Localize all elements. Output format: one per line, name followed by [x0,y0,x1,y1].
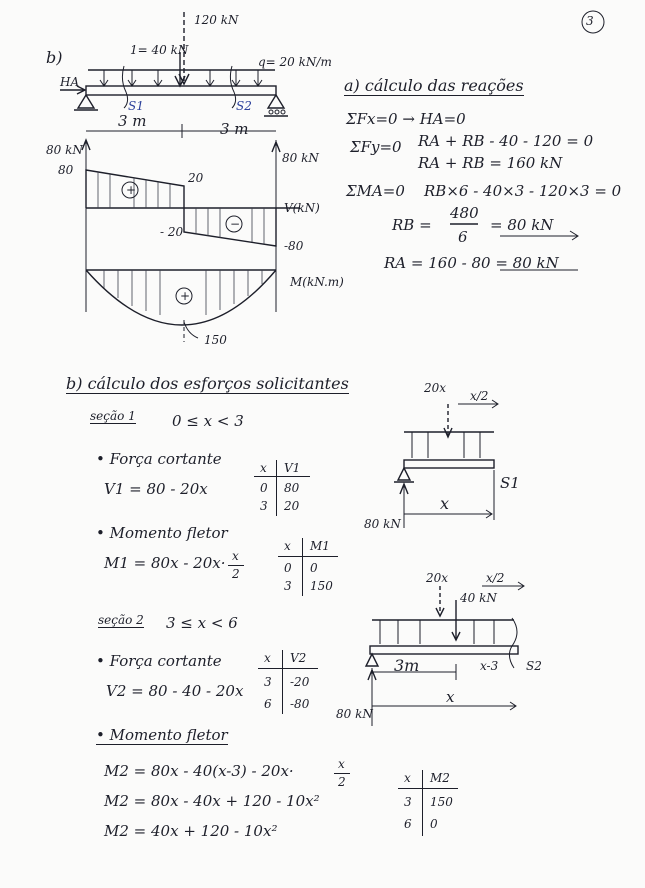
m2-r1c1: 3 [404,795,412,809]
eq-sumfx: ΣFx=0 → HA=0 [346,110,466,128]
efforts-title: b) cálculo dos esforços solicitantes [66,374,349,393]
m1-frac-d: 2 [232,567,240,581]
fbd1-x: x [440,494,450,513]
v2-r2c2: -80 [290,697,310,711]
fbd2-s: S2 [526,659,542,673]
m2-r1c2: 150 [430,795,453,809]
eq-summa-label: ΣMA=0 [346,182,405,200]
moment-label: M(kN.m) [290,275,344,289]
moment-plus: + [180,289,191,303]
m2-r2c2: 0 [430,817,438,831]
v1-r2c1: 3 [260,499,268,513]
m2-eq2: M2 = 80x - 40x + 120 - 10x² [104,792,320,810]
label-q: q= 20 kN/m [258,55,332,69]
shear-80: 80 [58,163,74,177]
m1-r1c1: 0 [284,561,292,575]
fbd1-q: 20x [424,381,447,395]
v1-r2c2: 20 [284,499,300,513]
v1-table-h1: x [260,461,267,475]
beam-body [86,86,276,95]
fbd2-ra: 80 kN [336,707,373,721]
v2-table-h2: V2 [290,651,307,665]
fbd2-span: 3m [394,656,420,675]
label-ra: 80 kN [46,143,83,157]
shear-20: 20 [188,171,204,185]
part-b-label: b) [46,48,63,67]
sec2-title: seção 2 [98,613,144,627]
page-number: 3 [586,14,594,28]
fbd1-half: x/2 [470,389,489,403]
ra-result: RA = 160 - 80 = 80 kN [384,254,559,272]
rb-lhs: RB = [392,216,432,234]
label-40kn: 1= 40 kN [130,43,189,57]
m2-eq1: M2 = 80x - 40(x-3) - 20x· [104,762,294,780]
eq-sumfy: RA + RB - 40 - 120 = 0 [418,132,594,150]
support-a [78,95,94,108]
section-cut-s1 [122,66,127,108]
shear1-title: • Força cortante [96,450,222,468]
shear-m80: -80 [284,239,304,253]
m1-r1c2: 0 [310,561,318,575]
sec1-title: seção 1 [90,409,136,423]
m1-r2c1: 3 [284,579,292,593]
eq-ra-rb: RA + RB = 160 kN [418,154,563,172]
fbd1-ra: 80 kN [364,517,401,531]
label-ha: HA [60,75,80,89]
shear-minus: − [230,217,241,231]
v2-r2c1: 6 [264,697,272,711]
shear-m20: - 20 [160,225,184,239]
eq-sumfy-label: ΣFy=0 [350,138,402,156]
v1-r1c1: 0 [260,481,268,495]
m2-frac-n: x [338,757,345,771]
m1-frac-n: x [232,549,239,563]
m2-table-h1: x [404,771,411,785]
m2-eq3: M2 = 40x + 120 - 10x² [104,822,278,840]
section-cut-s2 [230,66,235,108]
shear-label: V(kN) [284,201,320,215]
m1-table-h2: M1 [310,539,330,553]
v1-eq: V1 = 80 - 20x [104,480,208,498]
sec1-range: 0 ≤ x < 3 [172,412,244,430]
shear2-title: • Força cortante [96,652,222,670]
label-s1: S1 [128,99,144,113]
rb-result: = 80 kN [490,216,554,234]
fbd2 [366,582,524,726]
label-span2: 3 m [220,120,249,138]
v1-r1c2: 80 [284,481,300,495]
label-120kn: 120 kN [194,13,239,27]
v2-r1c1: 3 [264,675,272,689]
rb-den: 6 [458,228,468,246]
label-rb: 80 kN [282,151,319,165]
moment-max: 150 [204,333,227,347]
fbd2-q: 20x [426,571,449,585]
reactions-title: a) cálculo das reações [344,76,524,95]
fbd2-p: 40 kN [460,591,497,605]
v2-r1c2: -20 [290,675,310,689]
label-span1: 3 m [118,112,147,130]
m1-table-h1: x [284,539,291,553]
support-b [268,95,284,108]
fbd1-s: S1 [500,474,520,492]
m2-r2c1: 6 [404,817,412,831]
m2-frac-d: 2 [338,775,346,789]
v2-table-h1: x [264,651,271,665]
v2-eq: V2 = 80 - 40 - 20x [106,682,244,700]
fbd2-rest: x-3 [480,659,499,673]
eq-summa: RB×6 - 40×3 - 120×3 = 0 [424,182,622,200]
moment2-title: • Momento fletor [96,726,228,744]
m1-r2c2: 150 [310,579,333,593]
rb-num: 480 [450,204,479,222]
fbd2-half: x/2 [486,571,505,585]
shear-plus: + [126,183,137,197]
m2-table-h2: M2 [430,771,450,785]
fbd2-x: x [446,688,455,706]
label-s2: S2 [236,99,252,113]
sec2-range: 3 ≤ x < 6 [166,614,238,632]
moment1-title: • Momento fletor [96,524,228,542]
m1-eq: M1 = 80x - 20x· [104,554,226,572]
v1-table-h2: V1 [284,461,301,475]
